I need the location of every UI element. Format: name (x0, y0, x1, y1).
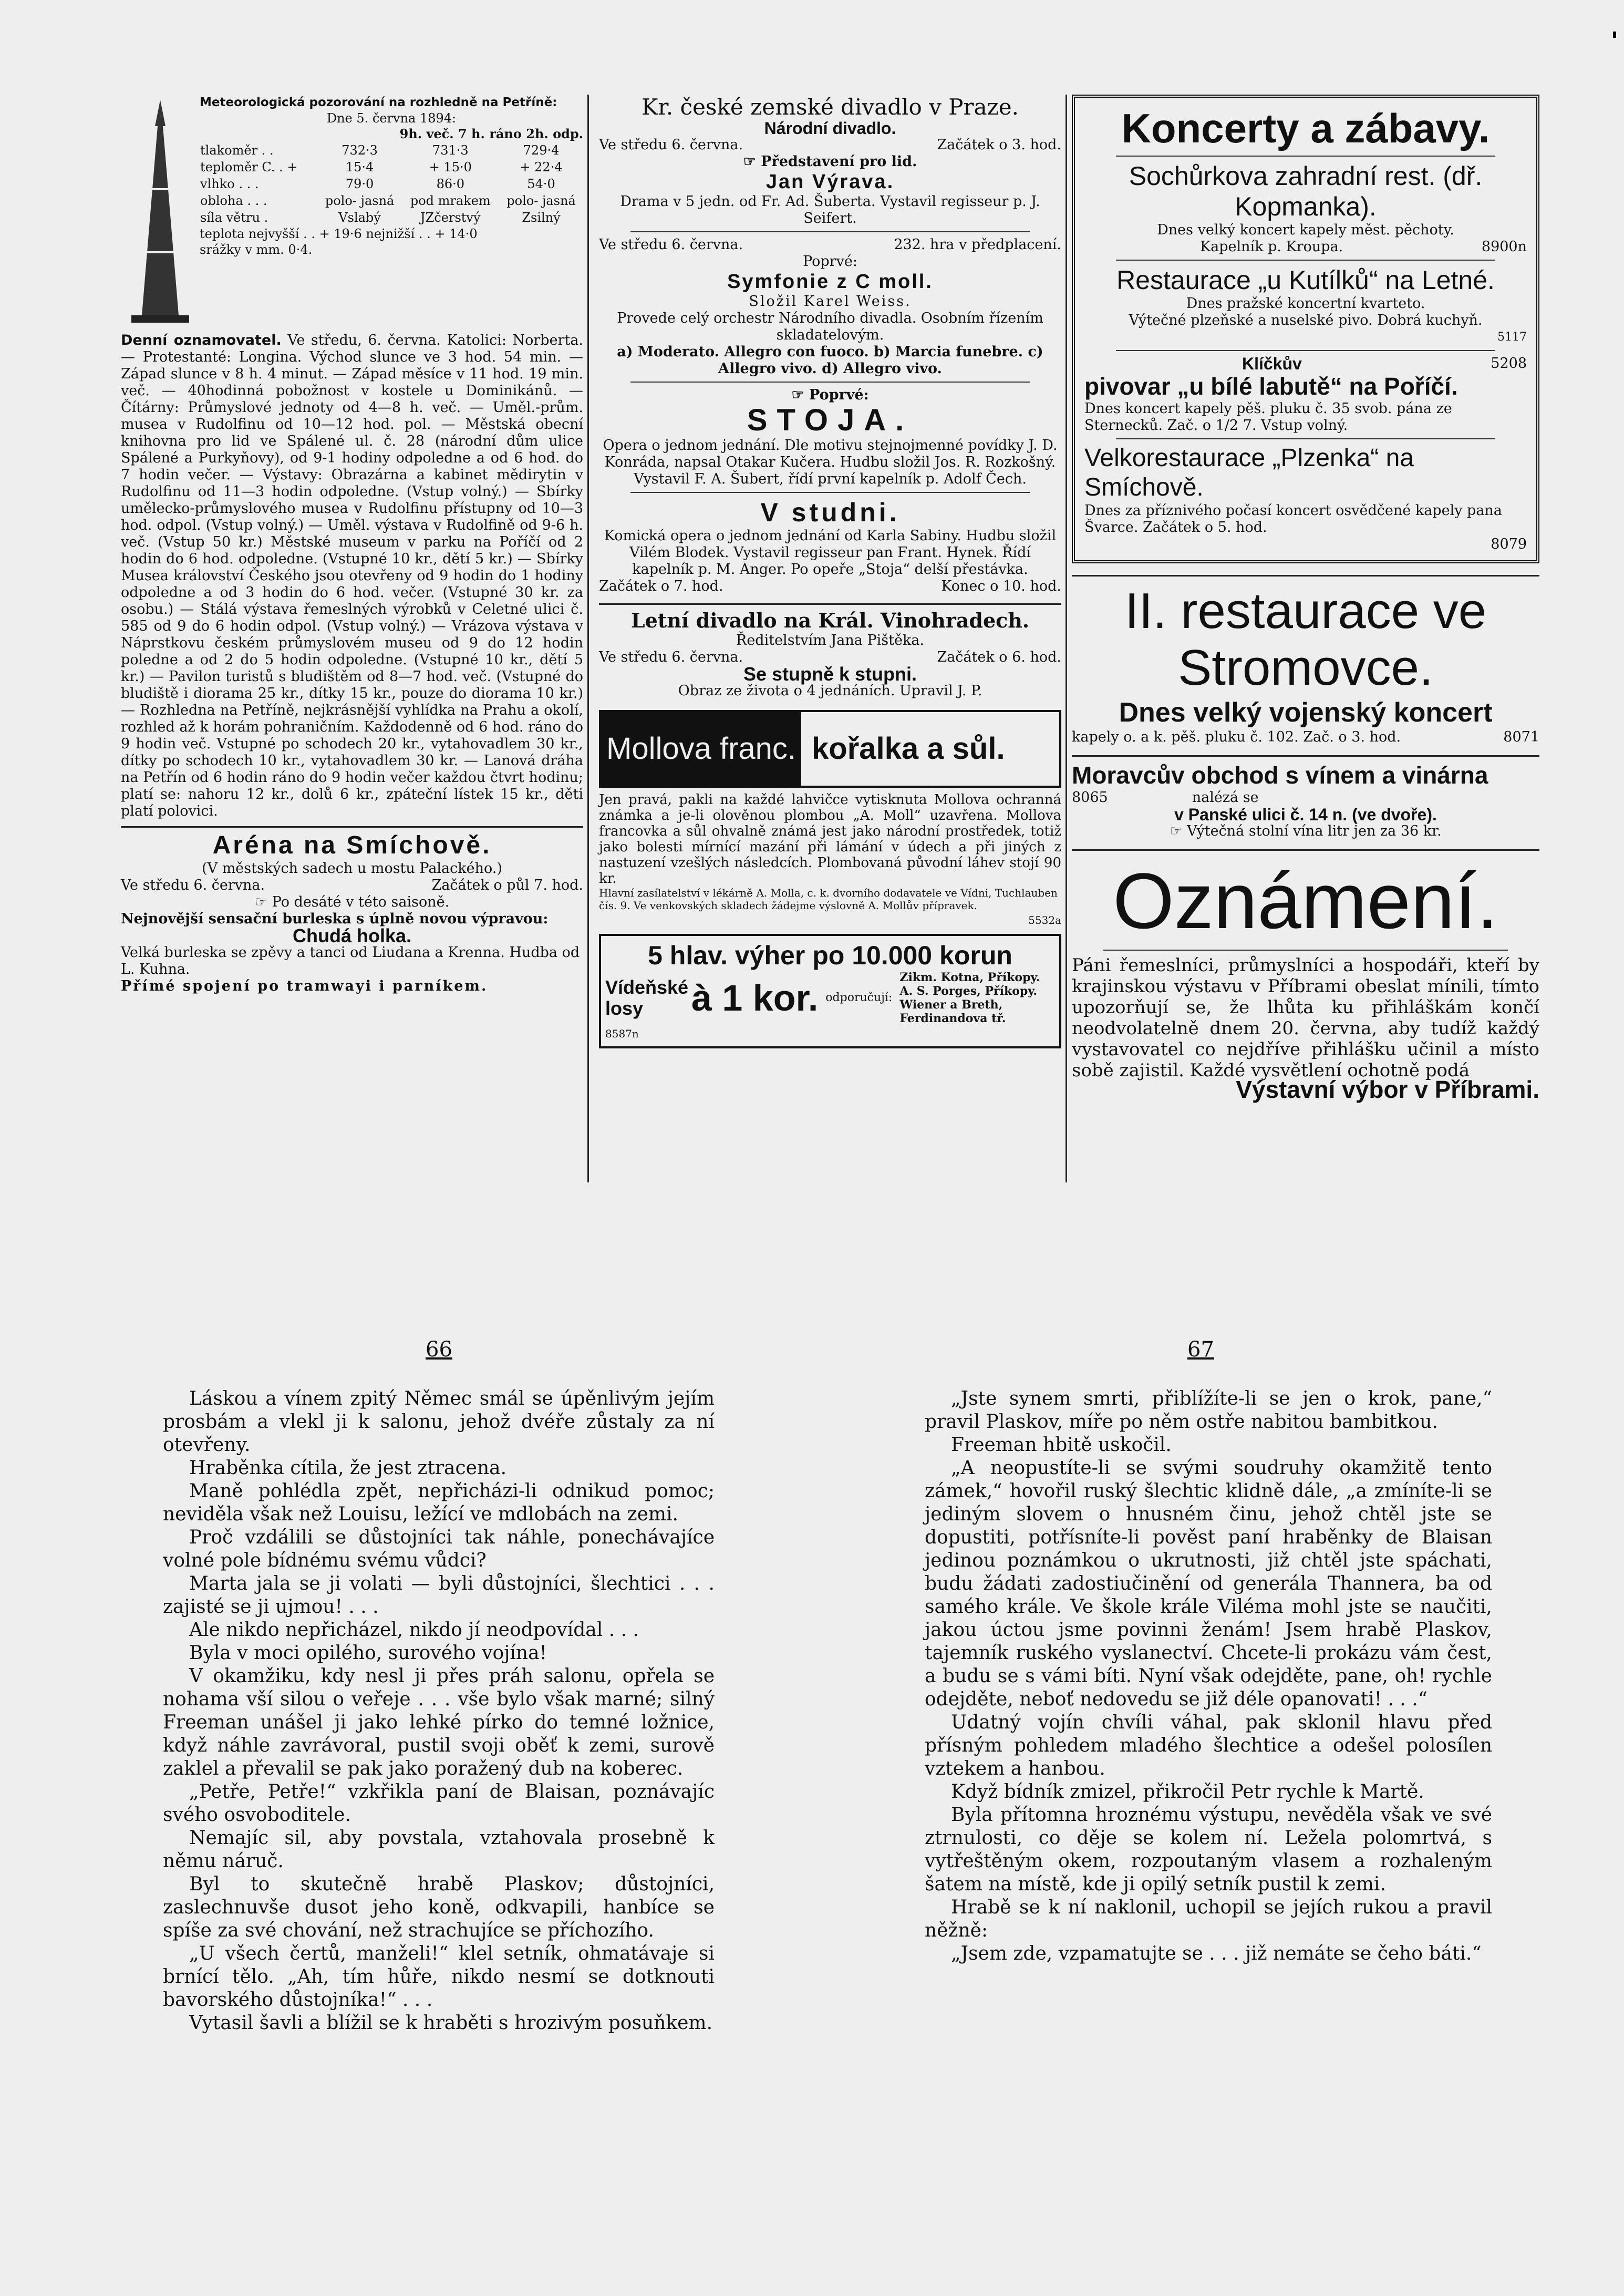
meteo-header: 9h. več. 7 h. ráno 2h. odp. (399, 126, 583, 141)
letni-desc: Obraz ze života o 4 jednáních. Upravil J. P. (678, 683, 982, 699)
petrin-tower-icon (121, 95, 200, 326)
page-number-67: 67 (1187, 1337, 1214, 1362)
koncerty-ad1b: Kapelník p. Kroupa. (1200, 239, 1343, 255)
meteo-cell: + 15·0 (429, 160, 472, 174)
paragraph: „U všech čertů, manželi!“ klel setník, ohmatávaje si brnící tělo. „Ah, tím hůře, nikdo nesmí se dotknouti bavorského důstojníka!“ . . . (163, 1943, 715, 2011)
paragraph: Byla přítomna hroznému výstupu, nevěděla však ve své ztrnulosti, co děje se kolem ní. Ležela polomrtvá, s vytřeštěným okem, rozpoutaným vlasem a rozhaleným šatem na místě, kde ji opilý setník pustil k zemi. (925, 1804, 1492, 1895)
paragraph: Marta jala se ji volati — byli důstojníci, šlechtici . . . zajisté se ji ujmou! . . . (163, 1573, 715, 1618)
koncerty-ad3head: Klíčkův (1242, 354, 1302, 373)
meteo-cell: obloha . . . (200, 193, 267, 208)
narodni-play4: V studni. (760, 498, 900, 527)
column-rule (587, 95, 589, 1182)
divider (630, 382, 1030, 383)
koncerty-ad2a: Dnes pražské koncertní kvarteto. (1186, 295, 1425, 312)
moll-text: Jen pravá, pakli na každé lahvičce vytisknuta Mollova ochranná známka a je-li olověnou plombou „A. Moll“ uzavřena. Mollova francovka a sůl ohvalně známá jest jako národní prostředek, totiž jako bolesti mírnící mazání při lámání v údech a při jiných z nastuzení vzešlých následcích. Plombovaná původní láhev stojí 90 kr. (599, 792, 1061, 887)
meteo-cell: JZčerstvý (420, 210, 481, 225)
paragraph: Byl to skutečně hrabě Plaskov; důstojníci, zaslechnuvše dusot jeho koně, odkvapili, hanbíce se spíše za své chování, než strachujíce se příchozího. (163, 1873, 715, 1941)
arena-line1: Nejnovější sensační burleska s úplně novou výpravou: (121, 911, 549, 927)
koncerty-ad1: Sochůrkova zahradní rest. (dř. Kopmanka). (1129, 161, 1483, 221)
narodni-d2: Ve středu 6. června. (599, 236, 743, 253)
narodni-title: Kr. české zemské divadlo v Praze. (642, 94, 1019, 120)
meteo-cell: teploměr C. . + (200, 160, 298, 174)
meteo-row (200, 192, 583, 209)
paragraph: „Jsem zde, vzpamatujte se . . . již nemáte se čeho báti.“ (951, 1943, 1482, 1964)
stromovka-num: 8071 (1503, 729, 1539, 745)
moravec-addr: v Panské ulici č. 14 n. (ve dvoře). (1174, 805, 1437, 824)
page-66-text (163, 1387, 715, 2035)
paragraph: Láskou a vínem zpitý Němec smál se úpěnlivým jejím prosbám a vlekl ji k salonu, jehož dvéře zůstaly za ní otevřeny. (163, 1388, 715, 1456)
meteo-cell: Vslabý (338, 210, 381, 225)
moll-banner2: kořalka a sůl. (812, 732, 1005, 766)
hand-icon: ☞ (743, 153, 756, 170)
narodni-poprve: Poprvé: (803, 253, 857, 270)
letni-start: Začátek o 6. hod. (937, 649, 1061, 665)
column-1 (121, 95, 583, 995)
meteo-table (200, 142, 583, 226)
koncerty-ad3a: Dnes koncert kapely pěš. pluku č. 35 svob. pána ze Sternecků. Zač. o 1/2 7. Vstup volný. (1084, 400, 1452, 434)
paragraph: „Jste synem smrti, přiblížíte-li se jen o krok, pane,“ pravil Plaskov, míře po něm ostře nabitou bambitkou. (925, 1388, 1492, 1433)
letni-date: Ve středu 6. června. (599, 649, 743, 665)
meteo-cell: polo- jasná (506, 193, 576, 208)
arena-after: Po desáté v této saisoně. (272, 894, 450, 910)
arena-conn: Přímé spojení po tramwayi i parníkem. (121, 978, 488, 994)
divider (1103, 950, 1508, 951)
paragraph: Freeman hbitě uskočil. (951, 1434, 1172, 1456)
moravec-num: 8065 (1072, 789, 1108, 806)
moravec-title: Moravcův obchod s vínem a vinárna (1072, 761, 1488, 789)
koncerty-ad2: Restaurace „u Kutílků“ na Letné. (1116, 265, 1495, 295)
moravec-nalezi: nalézá se (1192, 789, 1259, 806)
edge-mark (1613, 32, 1616, 38)
koncerty-ad2n: 5117 (1497, 331, 1527, 344)
meteo-cell: 79·0 (345, 177, 374, 191)
meteo-date: Dne 5. června 1894: (326, 111, 457, 126)
moll-banner1: Mollova franc. (601, 712, 801, 786)
oznameni-title: Oznámení. (1113, 857, 1498, 945)
koncerty-ad1n: 8900n (1481, 239, 1527, 255)
koncerty-ad2b: Výtečné plzeňské a nuselské pivo. Dobrá kuchyň. (1129, 312, 1483, 328)
divider (1116, 350, 1495, 351)
oznameni-text: Páni řemeslníci, průmyslníci a hospodáři, kteří by krajinskou výstavu v Příbrami obeslat mínili, tímto upozorňují se, že lhůta ku přihláškám končí neodvolatelně dnem 20. června, aby tudíž každý vystavovatel co nejdříve přihlášku učinil a místo sobě zajistil. Každé vysvětlení ochotně podá (1072, 955, 1539, 1081)
arena-desc: Velká burleska se zpěvy a tanci od Liudana a Krenna. Hudba od L. Kuhna. (121, 944, 580, 977)
hand-icon: ☞ (1170, 823, 1183, 839)
meteo-cell: 54·0 (527, 177, 555, 191)
narodni-play1desc: Drama v 5 jedn. od Fr. Ad. Šuberta. Vystavil regisseur p. J. Seifert. (620, 193, 1040, 226)
narodni-play2: Symfonie z C moll. (727, 271, 933, 293)
divider (1116, 156, 1495, 157)
letni-play: Se stupně k stupni. (743, 663, 917, 685)
meteo-cell: 731·3 (432, 143, 469, 158)
lottery-price: à 1 kor. (691, 977, 819, 1018)
lottery-left: Vídeňské losy (605, 976, 689, 1019)
column-3 (1072, 95, 1539, 1103)
paragraph: Nemajíc sil, aby povstala, vztahovala prosebně k němu náruč. (163, 1827, 715, 1872)
moll-num: 5532a (1028, 914, 1061, 926)
letni-dir: Ředitelstvím Jana Pištěka. (736, 632, 924, 648)
denni-text: Ve středu, 6. června. Katolici: Norberta. — Protestanté: Longina. Východ slunce ve 3 hod. 54 min. — Západ slunce v 8 h. 4 minut. — Západ měsíce v 11 hod. 19 min. več. — 40hodinná pobožnost v kostele u Dominikánů. — Čítárny: Průmyslové jednoty od 4—8 h. več. — Uměl.-prům. musea v Rudolfinu od 10—12 hod. pol. — Městská obecní knihovna pro lid ve Spálené ul. č. 28 (národní dům ulice Spálené a Purkyňovy), od 9-1 hodiny odpoledne a od 6 hod. do 7 hodin večer. — Výstavy: Obrazárna a kabinet mědirytin v Rudolfinu od 11—3 hodin odpoledne. (Vstup volný.) — Sbírky umělecko-průmyslového musea v Rudolfinu přístupny od 10—3 hod. odpol. (Vstup volný.) — Uměl. výstava v Rudolfině od 9-6 h. več. (Vstup 50 kr.) Městské museum v parku na Poříčí od 2 hodin do 6 hod. odpoledne. (Vstupné 10 kr., dětí 5 kr.) — Sbírky Musea království Českého jsou otevřeny od 9 hodin do 1 hodiny odpoledne a od 3 hodin do 6 hod. večer. (Vstupné 30 kr. za osobu.) — Stálá výstava řemeslných výrobků v Celetné ulici č. 585 od 9 do 6 hodin odpol. (Vstup volný.) — Vrázova výstava v Náprstkovu českém průmyslovém museu od 9 do 12 hodin poledne a od 2 do 5 hodin odpoledne. (Vstupné 10 kr., dětí 5 kr.) — Pavilon turistů s bludištěm od 8—7 hod. več. (Vstupné do bludiště i diorama 25 kr., dítky 15 kr., pouze do diorama 10 kr.) — Rozhledna na Petříně, nejkrásnější vyhlídka na Prahu a okolí, rozhled až k horám pohraničním. Každodenně od 6 hod. ráno do 9 hodin več. Vstupné po schodech 20 kr., vytahovadlem 30 kr., dítky po schodech 10 kr., vytahovadlem 30 kr. — Lanová dráha na Petřín od 6 hodin ráno do 9 hodin večer každou čtvrt hodinu; platí se: nahoru 12 kr., dolů 6 kr., zpáteční lístek 15 kr., děti platí polovici. (121, 332, 583, 819)
moll-banner (599, 710, 1061, 788)
koncerty-title: Koncerty a zábavy. (1121, 105, 1490, 151)
narodni-pred: Představení pro lid. (761, 153, 917, 170)
oznameni-ad (1072, 849, 1539, 1103)
arena-sub: (V městských sadech u mostu Palackého.) (202, 860, 502, 877)
paragraph: Hraběnka cítila, že jest ztracena. (189, 1457, 507, 1479)
divider (630, 231, 1030, 232)
lottery-num: 8587n (605, 1027, 639, 1040)
lottery-sellers: Zikm. Kotna, Příkopy. A. S. Porges, Příkopy. Wiener a Breth, Ferdinandova tř. (899, 971, 1040, 1025)
paragraph: Vytasil šavli a blížil se k hraběti s hrozivým posuňkem. (189, 2012, 713, 2034)
paragraph: Maně pohlédla zpět, nepřicházi-li odnikud pomoc; neviděla však než Louisu, ležící ve mdlobách na zemi. (163, 1480, 715, 1525)
arena-play: Chudá holka. (292, 925, 412, 946)
column-rule (1066, 95, 1067, 1182)
divider (1116, 260, 1495, 261)
stromovka-title: II. restaurace ve Stromovce. (1124, 583, 1487, 696)
moravec-wine: Výtečná stolní vína litr jen za 36 kr. (1187, 823, 1442, 839)
narodni-play2a: Složil Karel Weiss. (749, 293, 912, 310)
moll-dep: Hlavní zasílatelství v lékárně A. Molla, c. k. dvorního dodavatele ve Vídni, Tuchlauben čís. 9. Ve venkovských skladech žádejme výslovně A. Mollův přípravek. (599, 887, 1058, 912)
page-number-66: 66 (426, 1337, 452, 1362)
hand-icon: ☞ (254, 894, 268, 910)
narodni-play2b: Provede celý orchestr Národního divadla. Osobním řízením skladatelovým. (617, 310, 1043, 343)
narodni-play1: Jan Výrava. (766, 171, 895, 193)
koncerty-box (1072, 95, 1539, 563)
meteo-cell: polo- jasná (325, 193, 395, 208)
meteo-cell: 729·4 (523, 143, 560, 158)
meteo-cell: 15·4 (345, 160, 374, 174)
letni-ad (599, 603, 1061, 699)
meteo-cell: Zsilný (522, 210, 561, 225)
narodni-s1: Začátek o 3. hod. (937, 137, 1061, 153)
narodni-s2: 232. hra v předplacení. (894, 236, 1061, 253)
divider (1116, 438, 1495, 439)
koncerty-ad4: Velkorestaurace „Plzenka“ na Smíchově. (1084, 444, 1414, 501)
lottery-line1: 5 hlav. výher po 10.000 korun (648, 941, 1012, 970)
paragraph: V okamžiku, kdy nesl ji přes práh salonu, opřela se nohama vší silou o veřeje . . . vše bylo však marné; silný Freeman unášel ji jako lehké pírko do temné ložnice, když náhle zavrávoral, pustil svoji oběť k zemi, surově zaklel a převalil se pak jako poražený dub na koberec. (163, 1665, 715, 1779)
page-67-text (925, 1387, 1492, 1965)
arena-date: Ve středu 6. června. (121, 877, 265, 893)
meteo-cell: pod mrakem (410, 193, 491, 208)
paragraph: „A neopustíte-li se svými soudruhy okamžitě tento zámek,“ hovořil ruský šlechtic klidně dále, „a zmíníte-li se jediným slovem o hnusném činu, jehož chtěl jste se dopustiti, potřísníte-li pověst paní hraběnky de Blaisan jedinou poznámkou o ukrutnosti, již chtěl jste spáchati, budu žádati zadostiučinění od generála Thannera, ba od samého krále. Ve škole krále Viléma mohl jste se naučiti, jakou úctou jsme povinni ženám! Jsem hrabě Plaskov, tajemník ruského vyslanectví. Chcete-li prokázu vám čest, a budu se s vámi bíti. Nyní však odejděte, pane, oh! rychle odejděte, neboť nedovedu se již déle opanovati! . . .“ (925, 1457, 1492, 1710)
koncerty-ad3num: 5208 (1491, 355, 1527, 372)
denni-oznamovatel (121, 332, 583, 820)
paragraph: Ale nikdo nepřicházel, nikdo jí neodpovídal . . . (189, 1619, 639, 1641)
oznameni-sign: Výstavní výbor v Příbrami. (1236, 1076, 1539, 1103)
lottery-ad (599, 934, 1061, 1048)
stromovka-line: kapely o. a k. pěš. pluku č. 102. Zač. o 3. hod. (1072, 729, 1401, 745)
arena-start: Začátek o půl 7. hod. (431, 877, 583, 893)
divider (630, 492, 1030, 493)
meteo-row (200, 209, 583, 226)
koncerty-ad3: pivovar „u bílé labutě“ na Poříčí. (1084, 373, 1458, 400)
stromovka-ad (1072, 575, 1539, 746)
narodni-e4: Konec o 10. hod. (941, 578, 1061, 594)
arena-ad (121, 826, 583, 995)
stromovka-sub: Dnes velký vojenský koncert (1119, 697, 1493, 728)
narodni-sub: Národní divadlo. (764, 119, 896, 138)
paragraph: Udatný vojín chvíli váhal, pak sklonil hlavu před přísným pohledem mladého šlechtice a odešel polosílen vztekem a hanbou. (925, 1712, 1492, 1779)
narodni-play3: STOJA. (747, 403, 914, 437)
narodni-poprve2: Poprvé: (809, 387, 869, 403)
narodni-play4desc: Komická opera o jednom jednání od Karla Sabiny. Hudbu složil Vilém Blodek. Vystavil regisseur pan Frant. Hynek. Řídí kapelník p. M. Anger. Po opeře „Stoja“ delší přestávka. (604, 528, 1057, 578)
paragraph: Když bídník zmizel, přikročil Petr rychle k Martě. (951, 1781, 1424, 1803)
paragraph: Byla v moci opilého, surového vojína! (189, 1642, 547, 1664)
meteo-title: Meteorologická pozorování na rozhledně na Petříně: (200, 96, 557, 109)
arena-title: Aréna na Smíchově. (212, 831, 492, 859)
meteo-cell: síla větru . (200, 210, 268, 225)
narodni-play3desc: Opera o jednom jednání. Dle motivu stejnojmenné povídky J. D. Konráda, napsal Otakar Kučera. Hudbu složil Jos. R. Rozkošný. Vystavil F. A. Šubert, řídí první kapelník p. Adolf Čech. (603, 437, 1058, 487)
paragraph: Hrabě se k ní naklonil, uchopil se jejích rukou a pravil něžně: (925, 1897, 1492, 1941)
meteo-cell: tlakoměr . . (200, 143, 274, 158)
koncerty-ad4a: Dnes za příznivého počasí koncert osvědčené kapely pana Švarce. Začátek o 5. hod. (1084, 502, 1502, 536)
hand-icon: ☞ (791, 387, 804, 403)
koncerty-ad1a: Dnes velký koncert kapely měst. pěchoty. (1157, 222, 1454, 238)
letni-title: Letní divadlo na Král. Vinohradech. (630, 609, 1030, 632)
narodni-play2c: a) Moderato. Allegro con fuoco. b) Marcia funebre. c) Allegro vivo. d) Allegro vivo. (617, 344, 1043, 377)
meteo-cell: 86·0 (436, 177, 464, 191)
meteo-row (200, 142, 583, 159)
denni-title: Denní oznamovatel. (121, 332, 282, 348)
koncerty-ad4n: 8079 (1491, 536, 1527, 552)
meteo-cell: + 22·4 (520, 160, 563, 174)
column-2 (599, 95, 1061, 1048)
meteo-cell: vlhko . . . (200, 177, 259, 191)
meteo-row (200, 159, 583, 176)
meteo-extremes: teplota nejvyšší . . + 19·6 nejnižší . . + 14·0 (200, 226, 478, 241)
meteo-block (121, 95, 583, 326)
meteo-row (200, 176, 583, 192)
paragraph: „Petře, Petře!“ vzkřikla paní de Blaisan, poznávajíc svého osvoboditele. (163, 1781, 715, 1826)
narodni-s4: Začátek o 7. hod. (599, 578, 723, 594)
meteo-cell: 732·3 (342, 143, 378, 158)
meteo-rain: srážky v mm. 0·4. (200, 242, 313, 257)
moravec-ad (1072, 755, 1539, 840)
lottery-odp: odporučují: (825, 991, 893, 1004)
paragraph: Proč vzdálili se důstojníci tak náhle, ponechávajíce volné pole bídnému svému vůdci? (163, 1527, 715, 1571)
narodni-d1: Ve středu 6. června. (599, 137, 743, 153)
